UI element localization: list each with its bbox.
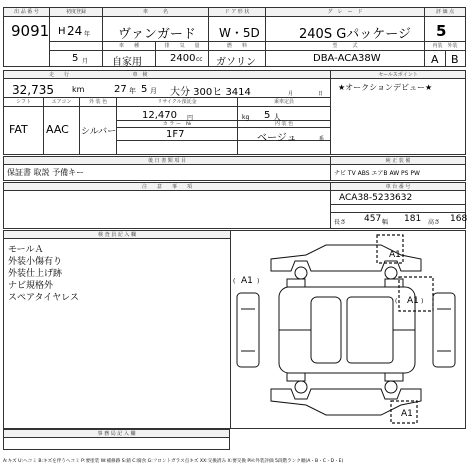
- label-lot-no: 出 品 番 号: [14, 9, 39, 15]
- era-letter: H: [58, 26, 66, 37]
- label-grade: グ レ ー ド: [327, 9, 363, 15]
- first-reg-month: 5: [72, 53, 79, 64]
- inspection-month-unit: 月: [150, 87, 157, 95]
- inspector-line-2: 外装小傷有り: [8, 257, 63, 267]
- label-vehicle-type: 車 種: [118, 43, 139, 49]
- car-name: ヴァンガード: [118, 27, 196, 42]
- later-docs-value: 保証書 取説 予備キー: [7, 168, 85, 177]
- vehicle-type: 自家用: [112, 57, 142, 68]
- width-label: 幅: [382, 219, 389, 226]
- label-interior-color: 内 装 色: [274, 121, 294, 127]
- recycle-deposit: 12,470: [142, 110, 177, 121]
- lot-number: 9091: [11, 22, 50, 40]
- label-color-outer: 外 装 色: [88, 99, 108, 105]
- inspector-line-4: ナビ規格外: [8, 281, 54, 291]
- displacement-unit: cc: [196, 56, 203, 63]
- label-ac: エアコン: [51, 99, 72, 105]
- label-displacement: 排 気 量: [164, 43, 200, 49]
- interior-color: ベージュ: [257, 133, 297, 144]
- mileage-unit: km: [72, 85, 85, 94]
- label-sales-point: セールスポイント: [378, 72, 418, 78]
- color-code: 1F7: [166, 129, 185, 140]
- label-shift: シフト: [15, 99, 31, 105]
- plate-day: 日: [318, 91, 324, 97]
- fuel: ガソリン: [216, 57, 256, 68]
- label-color-code: カ ラ ー №: [162, 121, 192, 127]
- svg-text:(: (: [233, 278, 236, 285]
- first-reg-month-unit: 月: [82, 58, 89, 65]
- score: 5: [436, 22, 447, 40]
- inspection-year-unit: 年: [129, 87, 136, 95]
- shift: FAT: [9, 123, 28, 136]
- door-type: W・5D: [219, 26, 260, 40]
- label-mileage: 走 行: [48, 72, 69, 78]
- first-reg-year-unit: 年: [84, 31, 91, 38]
- interior-color-unit: 系: [319, 136, 325, 142]
- first-reg-year: 24: [67, 24, 83, 38]
- damage-mark: A1: [407, 296, 419, 306]
- label-car-name: 車 名: [142, 9, 168, 15]
- length-label: 長さ: [334, 219, 347, 226]
- damage-mark: A1: [389, 250, 401, 260]
- svg-text:): ): [421, 298, 424, 305]
- inspector-line-1: モールＡ: [8, 245, 44, 255]
- notes-title: 注 意 事 項: [141, 184, 192, 190]
- mileage: 32,735: [12, 83, 54, 97]
- car-damage-diagram: [231, 231, 465, 428]
- svg-text:): ): [257, 278, 260, 285]
- label-fuel: 燃 料: [226, 43, 247, 49]
- interior-grade: A: [431, 53, 439, 66]
- grade: 240S Gパッケージ: [299, 27, 412, 42]
- damage-legend: A:キズ U:ヘコミ B:キズを伴うヘコミ P:要塗装 W:補修跡 S:錆 C:腐食 G:フロントガラス点キズ XX:交換済み X:要交換 PH:外装評価 5段階ランク順(A・B・C・D・E): [3, 459, 344, 464]
- later-docs-title: 後 日 書 類 項 目: [148, 158, 186, 164]
- equipment-value: ナビ TV ABS エアB AW PS PW: [334, 170, 420, 177]
- label-recycle: リサイクル預託金: [157, 99, 197, 105]
- exterior-color: シルバー: [81, 127, 117, 137]
- chassis-number: ACA38-5233632: [339, 193, 413, 203]
- inspector-line-3: 外装仕上げ跡: [8, 269, 63, 279]
- label-int-ext: 内装 外装: [432, 43, 458, 49]
- sales-point: ★オークションデビュー★: [338, 83, 433, 92]
- seating-capacity: 5: [264, 110, 271, 121]
- model: DBA-ACA38W: [313, 53, 381, 64]
- seats-unit: 人: [273, 113, 281, 122]
- label-seats: 乗車定員: [273, 99, 294, 105]
- damage-mark: A1: [241, 276, 253, 286]
- plate-month: 月: [288, 91, 294, 97]
- label-score: 評 価 点: [435, 9, 455, 15]
- damage-mark: A1: [401, 409, 413, 419]
- length-value: 457: [364, 214, 382, 224]
- width-value: 181: [404, 214, 422, 224]
- plate-number: 大分 300ヒ 3414: [170, 87, 251, 98]
- label-inspection: 車 検: [132, 72, 148, 78]
- weight-unit: kg: [242, 114, 250, 121]
- label-first-reg: 初度登録: [65, 9, 86, 15]
- inspector-line-5: スペアタイヤレス: [8, 293, 79, 303]
- height-label: 高さ: [428, 219, 441, 226]
- displacement: 2400: [170, 53, 196, 64]
- label-doors: ド ア 形 状: [224, 9, 250, 15]
- height-value: 168: [450, 214, 468, 224]
- buyer-notes-title: 事 務 局 記 入 欄: [97, 431, 136, 437]
- inspection-year: 27: [114, 84, 127, 95]
- air-conditioner: AAC: [46, 123, 69, 136]
- label-model: 型 式: [332, 43, 358, 49]
- inspection-month: 5: [141, 84, 148, 95]
- svg-text:(: (: [395, 298, 398, 305]
- inspector-title: 検 査 員 記 入 欄: [98, 232, 136, 238]
- exterior-grade: B: [451, 53, 459, 66]
- equipment-title: 純 正 装 備: [385, 158, 411, 164]
- recycle-unit: 円: [187, 115, 194, 122]
- chassis-title: 車 台 番 号: [385, 184, 411, 190]
